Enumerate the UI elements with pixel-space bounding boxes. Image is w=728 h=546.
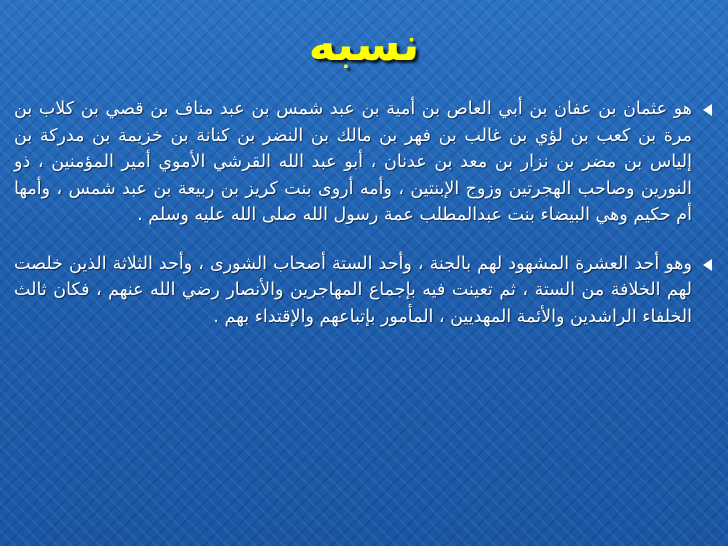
bullet-text-lineage: هو عثمان بن عفان بن أبي العاص بن أمية بن عبد شمس بن عبد مناف بن قصي بن كلاب بن مرة بن كعب بن لؤي بن غالب بن فهر بن مالك بن النضر بن كنانة بن خزيمة بن مدركة بن إلياس بن مضر بن نزار بن معد بن عدنان ، أبو عبد الله القرشي الأموي أمير المؤمنين ، ذو النورين وصاحب الهجرتين وزوج الإبنتين ، وأمه أروى بنت كريز بن ربيعة بن عبد شمس ، وأمها أم حكيم وهي البيضاء بنت عبدالمطلب عمة رسول الله صلى الله عليه وسلم . (14, 99, 692, 225)
bullet-item-virtues (14, 251, 714, 331)
bullet-list (14, 96, 714, 352)
bullet-arrow-icon (703, 259, 712, 271)
bullet-text-virtues: وهو أحد العشرة المشهود لهم بالجنة ، وأحد الستة أصحاب الشورى ، وأحد الثلاثة الذين خلصت لهم الخلافة من الستة ، ثم تعينت فيه بإجماع المهاجرين والأنصار رضي الله عنهم ، فكان ثالث الخلفاء الراشدين والأئمة المهديين ، المأمور بإتباعهم والإقتداء بهم . (14, 253, 692, 327)
bullet-arrow-icon (703, 104, 712, 116)
bullet-item-lineage (14, 96, 714, 229)
slide-title: نسبه (308, 17, 420, 71)
